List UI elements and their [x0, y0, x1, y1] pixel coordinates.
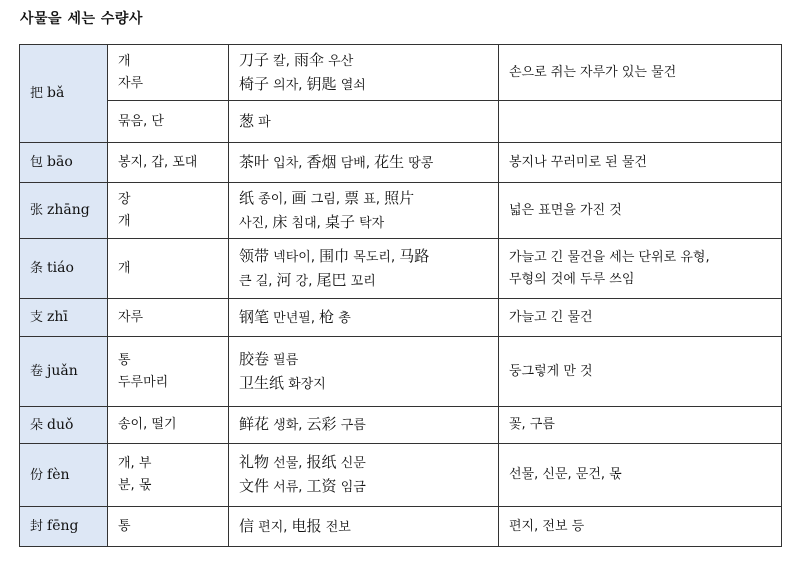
- meaning-line: 개: [118, 213, 131, 229]
- classifier-cell: [20, 299, 108, 337]
- meaning-cell: [108, 143, 229, 183]
- example-chinese: 钢笔: [239, 307, 270, 326]
- classifier-pinyin: tiáo: [47, 260, 74, 276]
- table-body: [20, 45, 782, 547]
- example-chinese: 礼物: [239, 453, 270, 471]
- classifier-pinyin: zhī: [47, 309, 68, 325]
- example-chinese: 桌子: [324, 212, 355, 231]
- table-row: [20, 101, 782, 143]
- example-chinese: 葱: [239, 111, 255, 130]
- meaning-line: 묶음, 단: [118, 113, 164, 129]
- example-line: 礼物 선물, 报纸 신문: [239, 453, 366, 471]
- table-row: [20, 299, 782, 337]
- example-line: 鲜花 생화, 云彩 구름: [239, 415, 366, 433]
- example-chinese: 文件: [239, 477, 270, 495]
- classifier-cell: [20, 45, 108, 143]
- example-line: 茶叶 입차, 香烟 담배, 花生 땅콩: [239, 152, 434, 171]
- example-korean: 꼬리: [350, 273, 376, 289]
- usage-cell: [499, 507, 782, 547]
- example-chinese: 茶叶: [239, 152, 270, 171]
- example-korean: 화장지: [288, 376, 326, 392]
- example-line: 钢笔 만년필, 枪 총: [239, 307, 351, 326]
- classifier-pinyin: bāo: [47, 154, 73, 170]
- example-chinese: 河: [276, 270, 292, 289]
- example-korean: 만년필: [273, 310, 311, 326]
- classifier-char: 封: [30, 519, 44, 534]
- usage-cell: [499, 299, 782, 337]
- usage-text: 편지, 전보 등: [509, 518, 585, 534]
- usage-text: 손으로 쥐는 자루가 있는 물건: [509, 64, 677, 80]
- example-korean: 목도리: [353, 249, 391, 265]
- example-korean: 담배: [340, 155, 366, 171]
- example-chinese: 电报: [291, 516, 322, 535]
- example-korean: 파: [258, 114, 271, 130]
- example-chinese: 画: [291, 188, 307, 207]
- example-korean: 열쇠: [340, 77, 366, 93]
- example-line: 椅子 의자, 钥匙 열쇠: [239, 74, 366, 93]
- classifier-pinyin: fēng: [47, 518, 79, 534]
- usage-text: 봉지나 꾸러미로 된 물건: [509, 154, 647, 170]
- example-korean: 구름: [340, 418, 366, 433]
- classifier-pinyin: bǎ: [47, 85, 65, 101]
- example-chinese: 纸: [239, 188, 255, 207]
- example-line: [239, 372, 498, 396]
- example-line: 사진, 床 침대, 桌子 탁자: [239, 212, 385, 231]
- classifier-char: 张: [30, 203, 44, 218]
- meaning-line: 분, 몫: [118, 478, 152, 493]
- example-cell: [229, 337, 499, 407]
- example-korean: 신문: [340, 456, 366, 471]
- example-chinese: 胶卷: [239, 349, 270, 368]
- classifier-char: 包: [30, 155, 44, 170]
- example-line: 文件 서류, 工资 임금: [239, 477, 366, 495]
- classifier-cell: [20, 407, 108, 444]
- usage-text: 둥그렇게 만 것: [509, 363, 593, 379]
- example-line: 领带 넥타이, 围巾 목도리, 马路: [239, 246, 430, 265]
- usage-cell: [499, 101, 782, 143]
- classifier-char: 把: [30, 86, 44, 101]
- table-row: [20, 337, 782, 407]
- example-chinese: 领带: [239, 246, 270, 265]
- example-chinese: 花生: [374, 152, 405, 171]
- meaning-line: 개: [118, 260, 131, 276]
- meaning-line: 송이, 떨기: [118, 417, 177, 432]
- classifier-cell: [20, 183, 108, 239]
- example-korean: 임금: [340, 480, 366, 495]
- classifier-pinyin: fèn: [47, 466, 70, 483]
- example-chinese: 报纸: [306, 453, 337, 471]
- example-korean: 그림: [310, 191, 336, 207]
- example-chinese: 尾巴: [316, 270, 347, 289]
- usage-text: 가늘고 긴 물건: [509, 309, 593, 325]
- meaning-line: 통: [118, 352, 131, 368]
- example-line: [239, 110, 498, 134]
- example-cell: [229, 407, 499, 444]
- example-chinese: 票: [344, 188, 360, 207]
- meaning-line: 장: [118, 191, 131, 207]
- classifier-cell: [20, 143, 108, 183]
- example-chinese: 卫生纸: [239, 373, 285, 392]
- example-chinese: 信: [239, 516, 255, 535]
- table-row: [20, 143, 782, 183]
- example-korean: 넥타이: [273, 249, 311, 265]
- example-chinese: 云彩: [306, 415, 337, 433]
- usage-text: 가늘고 긴 물건을 세는 단위로 유형, 무형의 것에 두루 쓰임: [509, 249, 710, 287]
- example-korean: 땅콩: [408, 155, 434, 171]
- meaning-cell: [108, 507, 229, 547]
- example-korean: 침대: [291, 215, 317, 231]
- example-cell: [229, 143, 499, 183]
- classifier-cell: [20, 444, 108, 507]
- usage-cell: [499, 337, 782, 407]
- example-line: 刀子 칼, 雨伞 우산: [239, 50, 354, 69]
- meaning-line: 두루마리: [118, 374, 169, 390]
- example-cell: [229, 183, 499, 239]
- meaning-cell: [108, 444, 229, 507]
- meaning-line: 개, 부: [118, 456, 152, 471]
- example-line: 信 편지, 电报 전보: [239, 516, 351, 535]
- classifier-cell: [20, 337, 108, 407]
- meaning-cell: [108, 101, 229, 143]
- usage-cell: [499, 143, 782, 183]
- example-korean: 탁자: [359, 215, 385, 231]
- example-chinese: 香烟: [306, 152, 337, 171]
- example-korean: 우산: [328, 53, 354, 69]
- meaning-line: 자루: [118, 309, 144, 325]
- table-row: [20, 45, 782, 101]
- classifier-char: 支: [30, 310, 44, 325]
- meaning-line: 개: [118, 53, 131, 69]
- example-korean: 표: [363, 191, 376, 207]
- classifier-char: 条: [30, 261, 44, 276]
- meaning-cell: [108, 239, 229, 299]
- example-korean: 편지: [258, 519, 284, 535]
- usage-cell: [499, 444, 782, 507]
- example-line: 큰 길, 河 강, 尾巴 꼬리: [239, 270, 376, 289]
- meaning-cell: [108, 407, 229, 444]
- usage-text: 넓은 표면을 가진 것: [509, 202, 622, 218]
- meaning-cell: [108, 183, 229, 239]
- example-chinese: 椅子: [239, 74, 270, 93]
- example-chinese: 床: [272, 212, 288, 231]
- meaning-cell: [108, 45, 229, 101]
- table-row: [20, 507, 782, 547]
- example-korean: 전보: [325, 519, 351, 535]
- example-korean: 의자: [273, 77, 299, 93]
- meaning-line: 봉지, 갑, 포대: [118, 154, 198, 170]
- classifier-pinyin: duǒ: [47, 416, 74, 433]
- example-chinese: 雨伞: [293, 50, 324, 69]
- usage-text: 꽃, 구름: [509, 417, 555, 432]
- example-chinese: 刀子: [239, 50, 270, 69]
- classifier-pinyin: zhāng: [47, 202, 90, 218]
- example-korean: 생화: [273, 418, 299, 433]
- example-cell: [229, 299, 499, 337]
- classifier-cell: [20, 507, 108, 547]
- example-chinese: 围巾: [319, 246, 350, 265]
- meaning-line: 통: [118, 518, 131, 534]
- example-korean: 선물: [273, 456, 299, 471]
- example-cell: [229, 444, 499, 507]
- usage-cell: [499, 183, 782, 239]
- table-row: [20, 239, 782, 299]
- usage-cell: [499, 407, 782, 444]
- example-korean: 종이: [258, 191, 284, 207]
- example-chinese: 马路: [399, 246, 430, 265]
- classifier-char: 朵: [30, 417, 44, 433]
- meaning-cell: [108, 337, 229, 407]
- usage-cell: [499, 239, 782, 299]
- example-chinese: 照片: [384, 188, 415, 207]
- usage-text: 선물, 신문, 문건, 몫: [509, 467, 622, 482]
- classifier-char: 卷: [30, 364, 44, 379]
- table-row: [20, 407, 782, 444]
- page-title: 사물을 세는 수량사: [20, 11, 143, 27]
- example-cell: [229, 507, 499, 547]
- example-korean: 칼: [273, 53, 286, 69]
- example-korean: 강: [295, 273, 309, 289]
- example-korean: 서류: [273, 480, 299, 495]
- example-line: [239, 348, 498, 372]
- example-line: 纸 종이, 画 그림, 票 표, 照片: [239, 188, 415, 207]
- classifier-pinyin: juǎn: [47, 363, 78, 379]
- example-chinese: 枪: [319, 307, 335, 326]
- example-korean: 큰 길: [239, 273, 269, 289]
- usage-cell: [499, 45, 782, 101]
- classifier-table: [19, 44, 782, 547]
- example-korean: 총: [338, 310, 351, 326]
- meaning-line: 자루: [118, 75, 144, 91]
- classifier-cell: [20, 239, 108, 299]
- example-korean: 필름: [273, 352, 299, 368]
- meaning-cell: [108, 299, 229, 337]
- example-cell: [229, 101, 499, 143]
- example-cell: [229, 239, 499, 299]
- example-chinese: 鲜花: [239, 415, 270, 433]
- table-row: [20, 444, 782, 507]
- example-korean: 사진: [239, 215, 265, 231]
- table-row: [20, 183, 782, 239]
- classifier-char: 份: [30, 467, 44, 483]
- example-korean: 입차: [273, 155, 299, 171]
- example-chinese: 工资: [306, 477, 337, 495]
- example-cell: [229, 45, 499, 101]
- example-chinese: 钥匙: [306, 74, 337, 93]
